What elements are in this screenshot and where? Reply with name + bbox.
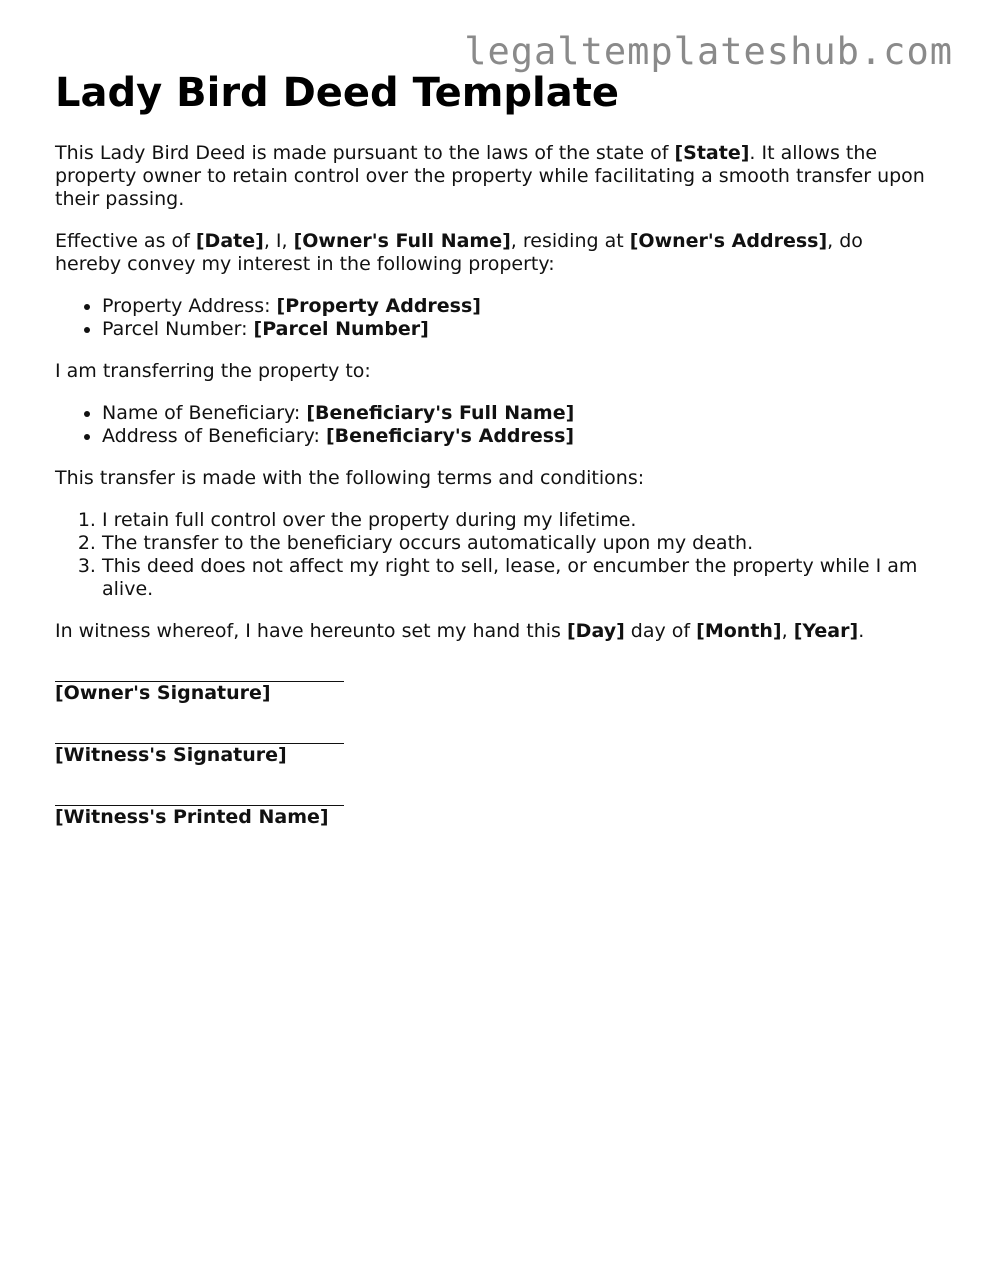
list-item: 1. I retain full control over the property during my lifetime. (102, 509, 935, 532)
item-label: Parcel Number: (102, 318, 254, 340)
signature-block (55, 662, 935, 705)
beneficiary-name-placeholder: [Beneficiary's Full Name] (306, 402, 575, 424)
witness-signature-label: [Witness's Signature] (55, 744, 287, 766)
intro-text: This Lady Bird Deed is made pursuant to the laws of the state of (55, 142, 675, 164)
terms-intro: This transfer is made with the following terms and conditions: (55, 467, 645, 489)
item-label: Name of Beneficiary: (102, 402, 307, 424)
signature-block (55, 724, 935, 767)
watermark: legaltemplateshub.com (464, 30, 953, 73)
witness-printed-name-label: [Witness's Printed Name] (55, 806, 329, 828)
signature-line (55, 724, 344, 744)
transferring-paragraph: I am transferring the property to: (55, 360, 371, 382)
page-title: Lady Bird Deed Template (55, 70, 619, 116)
list-item (102, 318, 935, 341)
signature-block (55, 786, 935, 829)
witness-text: day of (624, 620, 697, 642)
list-item: 2. The transfer to the beneficiary occurs automatically upon my death. (102, 532, 935, 555)
witness-text: , (781, 620, 794, 642)
effective-text: , I, (263, 230, 294, 252)
list-item (102, 425, 935, 448)
owner-address-placeholder: [Owner's Address] (629, 230, 828, 252)
witness-text: In witness whereof, I have hereunto set my hand this (55, 620, 567, 642)
signature-line (55, 786, 344, 806)
terms-list (55, 509, 935, 601)
month-placeholder: [Month] (696, 620, 782, 642)
witness-paragraph (55, 620, 935, 643)
list-item (102, 295, 935, 318)
signature-section (55, 662, 935, 829)
effective-text: , do hereby convey my interest in the following property: (55, 230, 863, 275)
witness-text: . (858, 620, 865, 642)
item-label: Property Address: (102, 295, 277, 317)
effective-text: , residing at (510, 230, 630, 252)
beneficiary-list (55, 402, 935, 448)
property-address-placeholder: [Property Address] (276, 295, 481, 317)
item-label: Address of Beneficiary: (102, 425, 326, 447)
owner-signature-label: [Owner's Signature] (55, 682, 271, 704)
year-placeholder: [Year] (793, 620, 859, 642)
owner-name-placeholder: [Owner's Full Name] (293, 230, 511, 252)
parcel-number-placeholder: [Parcel Number] (253, 318, 429, 340)
effective-text: Effective as of (55, 230, 196, 252)
state-placeholder: [State] (674, 142, 750, 164)
intro-paragraph (55, 142, 935, 211)
effective-paragraph (55, 230, 935, 276)
intro-text: . It allows the property owner to retain control over the property while facilitating a smooth transfer upon their passing. (55, 142, 925, 210)
list-item (102, 402, 935, 425)
date-placeholder: [Date] (195, 230, 264, 252)
beneficiary-address-placeholder: [Beneficiary's Address] (325, 425, 575, 447)
signature-line (55, 662, 344, 682)
property-list (55, 295, 935, 341)
document-body (55, 142, 935, 848)
day-placeholder: [Day] (567, 620, 625, 642)
list-item: 3. This deed does not affect my right to sell, lease, or encumber the property while I am alive. (102, 555, 935, 601)
